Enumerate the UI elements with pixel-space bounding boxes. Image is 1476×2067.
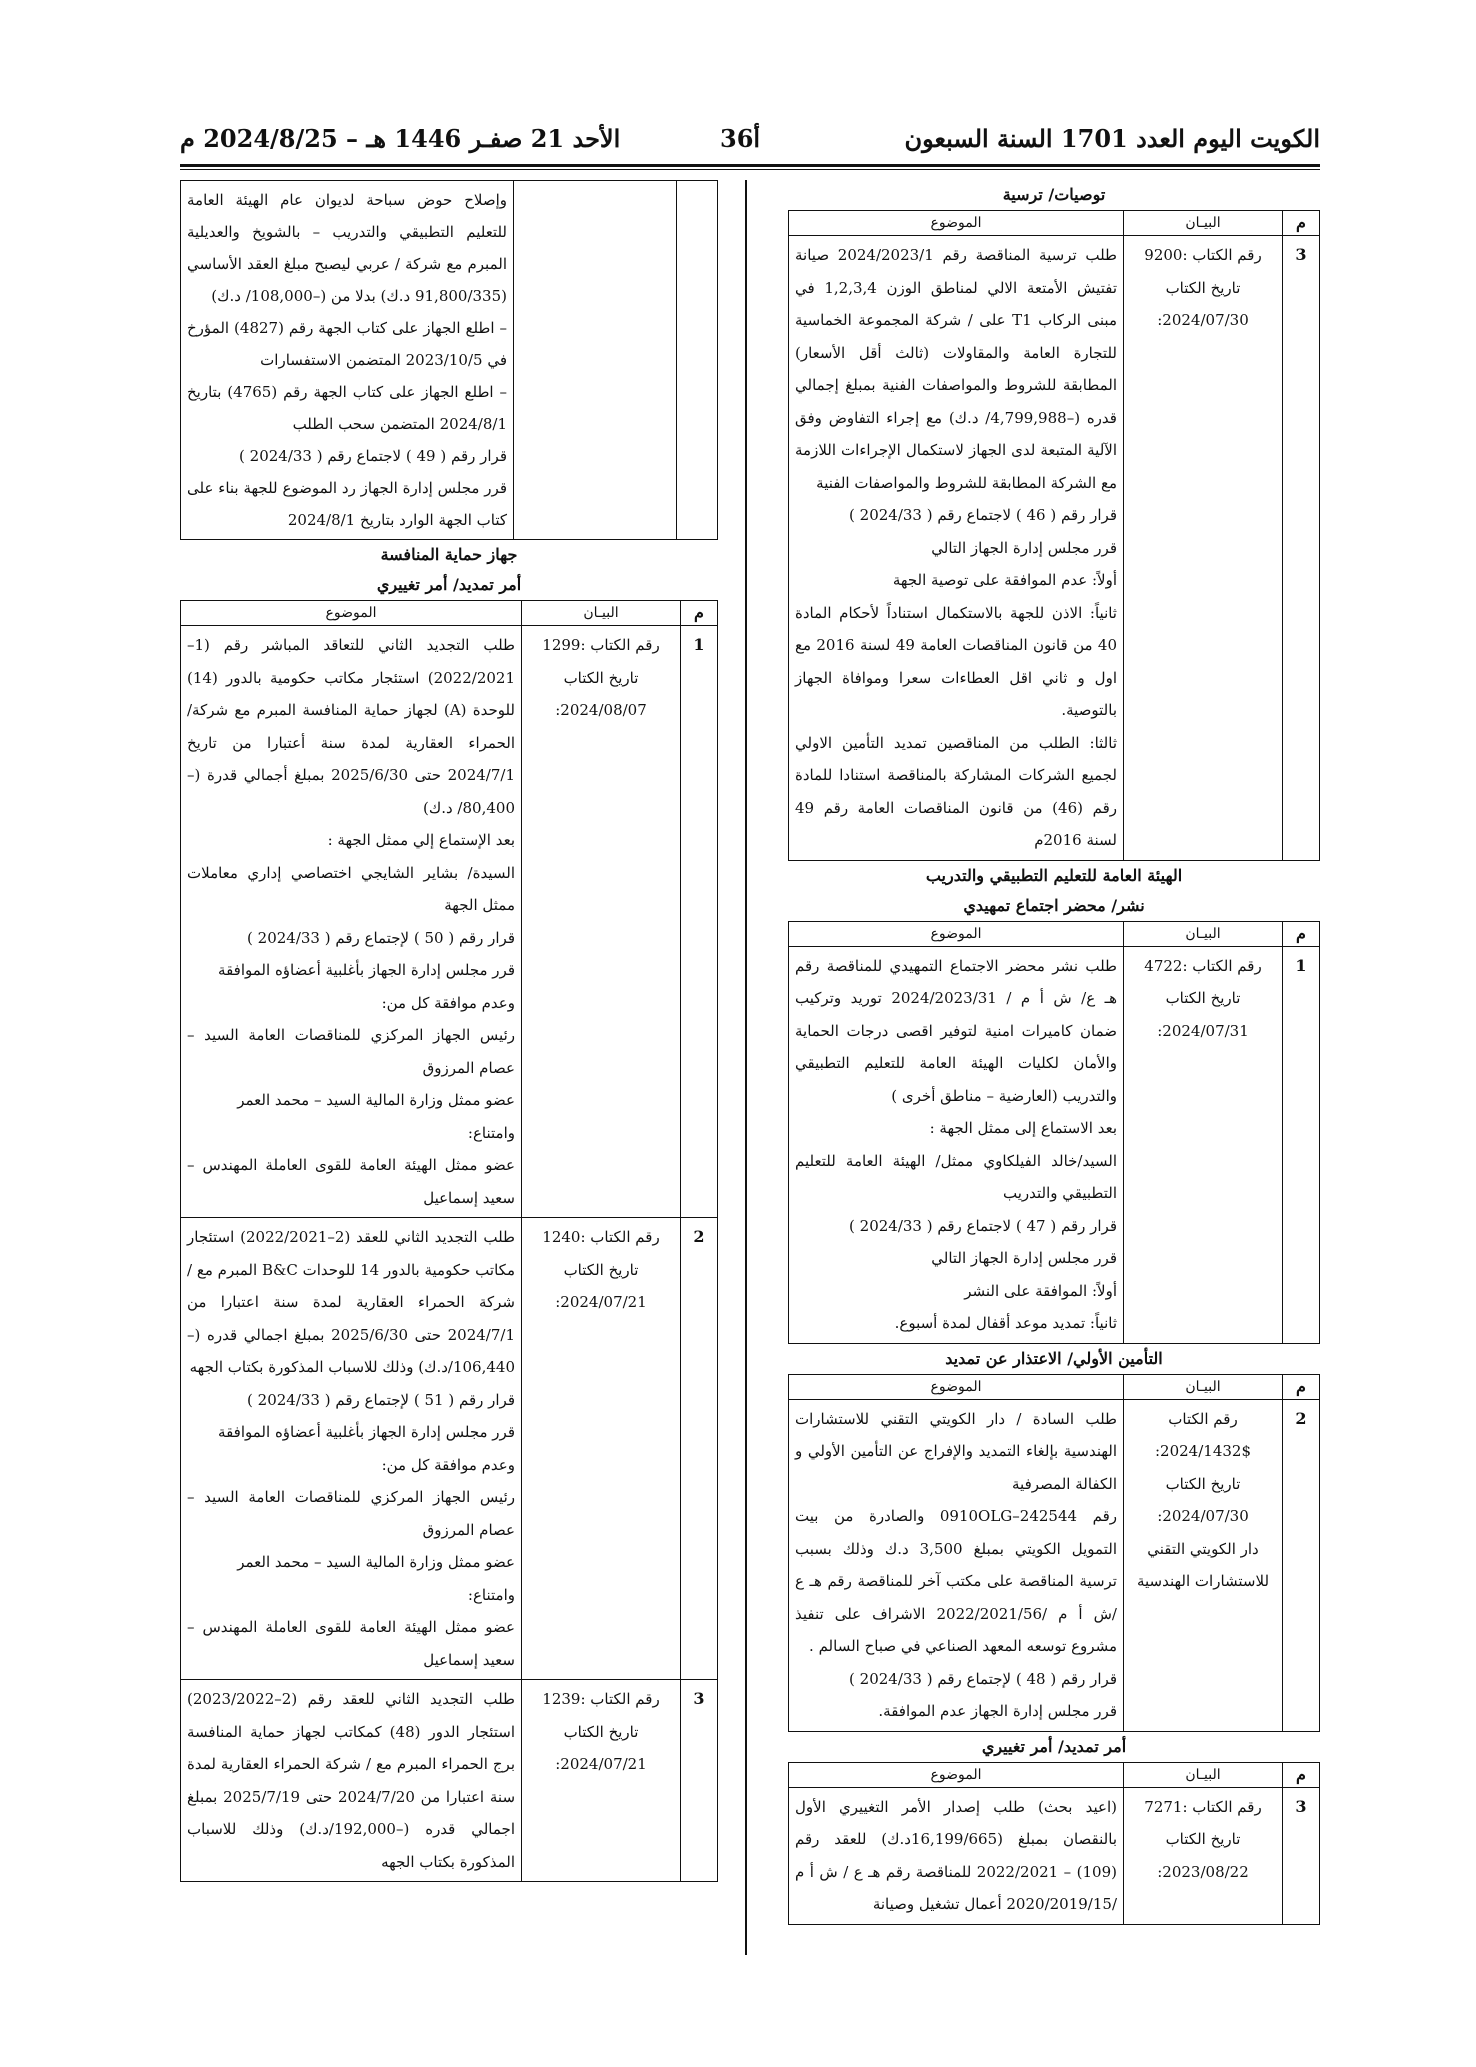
bayan-line: رقم الكتاب :9200	[1144, 246, 1262, 264]
subject-para: عضو ممثل الهيئة العامة للقوى العاملة المهندس – سعيد إسماعيل	[187, 1156, 515, 1207]
bayan-line: تاريخ الكتاب	[1165, 989, 1241, 1007]
row-subject	[181, 1680, 522, 1882]
table-row	[789, 1399, 1320, 1731]
subject-para: عضو ممثل وزارة المالية السيد – محمد العمر	[237, 1553, 515, 1571]
row-number: 3	[1283, 1787, 1320, 1924]
subject-para: رقم 0910OLG–242544 والصادرة من بيت التمويل الكويتي بمبلغ 3,500 د.ك وذلك بسبب ترسية المناقصة على مكتب آخر للمناقصة رقم هـ ع /ش أ م /2022/2021/56 الاشراف على تنفيذ مشروع توسعه المعهد الصناعي في صباح السالم .	[795, 1507, 1118, 1655]
bayan-line: رقم الكتاب :1299	[542, 636, 660, 654]
column-divider	[745, 180, 747, 1955]
row-subject	[789, 946, 1124, 1343]
subject-para: ثالثا: الطلب من المناقصين تمديد التأمين الاولي لجميع الشركات المشاركة بالمناقصة استنادا للمادة رقم (46) من قانون المناقصات العامة رقم 49 لسنة 2016م	[795, 733, 1117, 849]
subject-para: طلب ترسية المناقصة رقم 2024/2023/1 صيانة تفتيش الأمتعة الالي لمناطق الوزن 1,2,3,4 في مبنى الركاب T1 على / شركة المجموعة الخماسية للتجارة العامة والمقاولات (ثالث أقل الأسعار) المطابقة للشروط والمواصفات الفنية بمبلغ إجمالي قدره (–4,799,988/ د.ك) مع إجراء التفاوض وفق الآلية المتبعة لدى الجهاز لاستكمال الإجراءات اللازمة مع الشركة المطابقة للشروط والمواصفات الفنية	[795, 246, 1117, 492]
subject-para: السيد/خالد الفيلكاوي ممثل/ الهيئة العامة للتعليم التطبيقي والتدريب	[795, 1151, 1117, 1202]
subject-para: طلب التجديد الثاني للعقد رقم (2–2023/2022) استئجار الدور (48) كمكاتب لجهاز حماية المنافسة برج الحمراء المبرم مع / شركة الحمراء العقارية لمدة سنة اعتبارا من 2024/7/20 حتى 2025/7/19 بمبلغ اجمالي قدره (–192,000/د.ك) وذلك للاسباب المذكورة بكتاب الجهه	[187, 1690, 516, 1871]
subject-para: قرر مجلس إدارة الجهاز بأغلبية أعضاؤه الموافقة	[218, 1423, 515, 1441]
col-header-mawdu: الموضوع	[789, 1762, 1124, 1787]
subject-para: السيدة/ بشاير الشايجي اختصاصي إداري معاملات ممثل الجهة	[187, 863, 515, 914]
bayan-line: تاريخ الكتاب	[563, 1260, 639, 1279]
subject-para: قرر مجلس إدارة الجهاز التالي	[931, 538, 1117, 557]
gazette-issue: الكويت اليوم العدد 1701 السنة السبعون	[904, 124, 1320, 153]
bayan-line: تاريخ الكتاب	[1165, 1830, 1241, 1848]
subject-para: أولاً: عدم الموافقة على توصية الجهة	[892, 571, 1117, 589]
row-number	[677, 181, 718, 540]
bayan-line: رقم الكتاب :4722	[1144, 956, 1262, 975]
row-number: 2	[681, 1218, 718, 1680]
subject-para: قرار رقم ( 50 ) لإجتماع رقم ( 2024/33 )	[247, 928, 515, 947]
row-number: 1	[1283, 946, 1320, 1343]
col-header-m: م	[1283, 1374, 1320, 1399]
col-header-mawdu: الموضوع	[789, 1374, 1124, 1399]
row-subject	[789, 236, 1124, 861]
bayan-line: 2024/07/31:	[1157, 1021, 1249, 1040]
bayan-line: 2023/08/22:	[1157, 1862, 1249, 1881]
subject-para: بعد الاستماع إلى ممثل الجهة :	[929, 1119, 1117, 1137]
table-row	[181, 626, 718, 1218]
bayan-line: 2024/07/21:	[555, 1755, 647, 1773]
bayan-line: دار الكويتي التقني للاستشارات الهندسية	[1136, 1539, 1270, 1590]
row-bayan	[1124, 1787, 1283, 1924]
row-number: 3	[1283, 236, 1320, 861]
row-bayan	[522, 1218, 681, 1680]
row-subject	[789, 1787, 1124, 1924]
col-header-bayan: البيـان	[1124, 921, 1283, 946]
table-guarantee	[788, 1374, 1320, 1732]
col-header-m: م	[1283, 1762, 1320, 1787]
section-org: جهاز حماية المنافسة	[380, 545, 518, 564]
subject-para: قرار رقم ( 47 ) لاجتماع رقم ( 2024/33 )	[849, 1216, 1117, 1235]
bayan-line: 2024/08/07:	[555, 701, 647, 719]
table-row	[789, 1787, 1320, 1924]
row-bayan	[1124, 236, 1283, 861]
section-title: التأمين الأولي/ الاعتذار عن تمديد	[945, 1348, 1163, 1368]
subject-para: ثانياً: تمديد موعد أقفال لمدة أسبوع.	[894, 1314, 1117, 1332]
col-header-bayan: البيـان	[1124, 1374, 1283, 1399]
row-subject	[181, 181, 514, 540]
col-header-bayan: البيـان	[522, 601, 681, 626]
col-header-m: م	[1283, 921, 1320, 946]
bayan-line: تاريخ الكتاب	[563, 1722, 639, 1741]
subject-para: وامتناع:	[467, 1123, 515, 1142]
row-subject	[181, 626, 522, 1218]
subject-para: وعدم موافقة كل من:	[381, 993, 515, 1012]
subject-para: عضو ممثل الهيئة العامة للقوى العاملة المهندس – سعيد إسماعيل	[187, 1618, 515, 1669]
subject-para: – اطلع الجهاز على كتاب الجهة رقم (4765) بتاريخ 2024/8/1 المتضمن سحب الطلب	[187, 383, 508, 433]
bayan-line: 2024/1432$:	[1154, 1442, 1251, 1460]
bayan-line: رقم الكتاب :7271	[1144, 1797, 1262, 1816]
bayan-line: 2024/07/21:	[555, 1293, 647, 1311]
subject-para: أولاً: الموافقة على النشر	[964, 1281, 1117, 1300]
bayan-line: رقم الكتاب :1240	[542, 1228, 660, 1246]
table-preliminary	[788, 921, 1320, 1344]
table-competition	[180, 600, 718, 1882]
col-header-m: م	[681, 601, 718, 626]
row-subject	[789, 1399, 1124, 1731]
bayan-line: تاريخ الكتاب	[1165, 278, 1241, 297]
row-bayan	[514, 181, 677, 540]
subject-para: وامتناع:	[467, 1585, 515, 1604]
subject-para: رئيس الجهاز المركزي للمناقصات العامة السيد – عصام المرزوق	[187, 1488, 515, 1539]
subject-para: ثانياً: الاذن للجهة بالاستكمال استناداً لأحكام المادة 40 من قانون المناقصات العامة 49 لسنة 2016 مع اول و ثاني اقل العطاءات سعرا وموافاة الجهاز بالتوصية.	[795, 603, 1117, 719]
section-title: أمر تمديد/ أمر تغييري	[981, 1736, 1127, 1756]
subject-para: قرار رقم ( 46 ) لاجتماع رقم ( 2024/33 )	[849, 506, 1117, 524]
row-subject	[181, 1218, 522, 1680]
bayan-line: تاريخ الكتاب	[1165, 1474, 1241, 1493]
subject-para: طلب التجديد الثاني للتعاقد المباشر رقم (1–2022/2021) استئجار مكاتب حكومية بالدور (14) للوحدة (A) لجهاز حماية المنافسة المبرم مع شركة/ الحمراء العقارية لمدة سنة أعتبارا من تاريخ 2024/7/1 حتى 2025/6/30 بمبلغ أجمالي قدرة (–80,400/ د.ك)	[187, 636, 515, 817]
section-title: توصيات/ ترسية	[1002, 185, 1106, 204]
row-number: 3	[681, 1680, 718, 1882]
row-bayan	[522, 626, 681, 1218]
page-number: 36أ	[720, 124, 761, 153]
subject-para: طلب السادة / دار الكويتي التقني للاستشارات الهندسية بإلغاء التمديد والإفراج عن التأمين الأولي و الكفالة المصرفية	[795, 1409, 1117, 1493]
subject-para: قرار رقم ( 51 ) لإجتماع رقم ( 2024/33 )	[247, 1390, 515, 1409]
col-header-bayan: البيـان	[1124, 211, 1283, 236]
bayan-line: تاريخ الكتاب	[563, 668, 639, 687]
subject-para: قرر مجلس إدارة الجهاز التالي	[931, 1249, 1117, 1267]
table-change-order	[788, 1762, 1320, 1925]
col-header-m: م	[1283, 211, 1320, 236]
subject-para: قرر مجلس إدارة الجهاز عدم الموافقة.	[878, 1702, 1117, 1720]
table-row	[789, 946, 1320, 1343]
subject-para: وعدم موافقة كل من:	[381, 1455, 515, 1474]
col-header-bayan: البيـان	[1124, 1762, 1283, 1787]
table-row	[181, 181, 718, 540]
col-header-mawdu: الموضوع	[789, 211, 1124, 236]
right-column	[788, 180, 1320, 1925]
page-header	[180, 118, 1320, 158]
row-bayan	[522, 1680, 681, 1882]
bayan-line: 2024/07/30:	[1157, 311, 1249, 329]
row-bayan	[1124, 946, 1283, 1343]
bayan-line: رقم الكتاب	[1168, 1409, 1238, 1428]
row-number: 2	[1283, 1399, 1320, 1731]
header-rule-thin	[180, 169, 1320, 170]
subject-para: قرار رقم ( 49 ) لاجتماع رقم ( 2024/33 )	[239, 447, 507, 465]
subject-para: وإصلاح حوض سباحة لديوان عام الهيئة العامة للتعليم التطبيقي والتدريب – بالشويخ والعديلية المبرم مع شركة / عربي ليصبح مبلغ العقد الأساسي (91,800/335 د.ك) بدلا من (–108,000/ د.ك)	[187, 191, 507, 305]
subject-para: قرر مجلس إدارة الجهاز بأغلبية أعضاؤه الموافقة	[218, 961, 515, 979]
subject-para: – اطلع الجهاز على كتاب الجهة رقم (4827) المؤرخ في 2023/10/5 المتضمن الاستفسارات	[187, 319, 507, 369]
bayan-line: 2024/07/30:	[1157, 1507, 1249, 1525]
subject-para: بعد الإستماع إلي ممثل الجهة :	[327, 831, 515, 849]
section-org: الهيئة العامة للتعليم التطبيقي والتدريب	[925, 865, 1183, 885]
table-row	[181, 1680, 718, 1882]
subject-para: قرار رقم ( 48 ) لإجتماع رقم ( 2024/33 )	[849, 1669, 1117, 1688]
table-continuation	[180, 180, 718, 540]
section-title: نشر/ محضر اجتماع تمهيدي	[963, 895, 1145, 915]
row-bayan	[1124, 1399, 1283, 1731]
issue-date: الأحد 21 صفـر 1446 هـ – 2024/8/25 م	[180, 124, 621, 153]
subject-para: رئيس الجهاز المركزي للمناقصات العامة السيد – عصام المرزوق	[187, 1026, 515, 1077]
table-row	[181, 1218, 718, 1680]
col-header-mawdu: الموضوع	[181, 601, 522, 626]
col-header-mawdu: الموضوع	[789, 921, 1124, 946]
header-rule-thick	[180, 164, 1320, 167]
subject-para: عضو ممثل وزارة المالية السيد – محمد العمر	[237, 1091, 515, 1109]
subject-para: طلب التجديد الثاني للعقد (2–2022/2021) استئجار مكاتب حكومية بالدور 14 للوحدات B&C المبرم مع / شركة الحمراء العقارية لمدة سنة اعتبارا من 2024/7/1 حتى 2025/6/30 بمبلغ اجمالي قدره (–106,440/د.ك) وذلك للاسباب المذكورة بكتاب الجهه	[187, 1228, 515, 1376]
table-awards	[788, 210, 1320, 861]
table-row	[789, 236, 1320, 861]
section-title: أمر تمديد/ أمر تغييري	[376, 575, 522, 594]
subject-para: قرر مجلس إدارة الجهاز رد الموضوع للجهة بناء على كتاب الجهة الوارد بتاريخ 2024/8/1	[187, 479, 507, 529]
subject-para: (اعيد بحث) طلب إصدار الأمر التغييري الأول بالنقصان بمبلغ (16,199/665د.ك) للعقد رقم (109) – 2022/2021 للمناقصة رقم هـ ع / ش أ م /2020/2019/15 أعمال تشغيل وصيانة	[795, 1797, 1118, 1913]
row-number: 1	[681, 626, 718, 1218]
bayan-line: رقم الكتاب :1239	[542, 1690, 660, 1708]
left-column	[180, 180, 718, 1882]
subject-para: طلب نشر محضر الاجتماع التمهيدي للمناقصة رقم هـ ع/ ش أ م / 2024/2023/31 توريد وتركيب ضمان كاميرات امنية لتوفير اقصى درجات الحماية والأمان لكليات الهيئة العامة للتعليم التطبيقي والتدريب (العارضية – مناطق أخرى )	[795, 956, 1117, 1105]
